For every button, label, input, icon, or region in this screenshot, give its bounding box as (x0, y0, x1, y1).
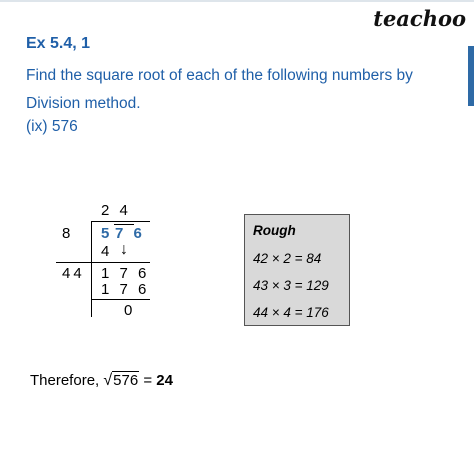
conclusion (30, 372, 173, 390)
rough-title: Rough (253, 223, 296, 238)
final-remainder: 0 (124, 302, 136, 319)
teachoo-logo: teachoo (373, 6, 466, 31)
bring-down-arrow-icon: ↓ (120, 241, 128, 258)
quotient: 2 4 (101, 202, 131, 219)
division-bottom-line (92, 299, 150, 300)
rough-line: 42 × 2 = 84 (253, 251, 322, 266)
rough-work-box (244, 214, 350, 326)
exercise-title: Ex 5.4, 1 (26, 35, 91, 52)
final-answer: 24 (156, 372, 173, 389)
dividend-second-pair: 7 6 (115, 225, 145, 242)
question-text: Find the square root of each of the following numbers by Division method. (26, 67, 413, 112)
dividend-first-pair: 5 (101, 225, 113, 242)
rough-line: 44 × 4 = 176 (253, 305, 329, 320)
subtract-1: 4 (101, 243, 113, 260)
pair-overbar (114, 224, 134, 225)
sqrt-icon: √ (103, 372, 113, 389)
subtract-2: 1 7 6 (101, 281, 150, 298)
top-rule (0, 0, 474, 2)
rough-line: 43 × 3 = 129 (253, 278, 329, 293)
division-mid-line (56, 262, 150, 263)
remainder-1: 1 7 6 (101, 265, 150, 282)
division-vertical-line (91, 221, 92, 317)
equals-sign: = (139, 372, 157, 389)
question-part: (ix) 576 (26, 118, 78, 135)
side-accent-bar (468, 46, 474, 106)
divisor-1: 8 (62, 225, 74, 242)
radicand: 576 (113, 372, 139, 389)
division-top-line (92, 221, 150, 222)
divisor-2: 44 (62, 265, 85, 282)
conclusion-prefix: Therefore, (30, 372, 104, 389)
